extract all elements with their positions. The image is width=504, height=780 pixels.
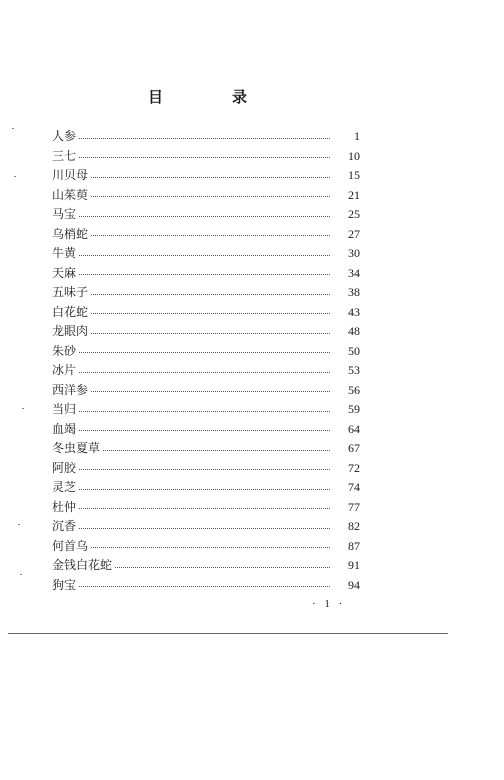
page-title: [148, 86, 248, 107]
toc-entry: [52, 439, 360, 459]
toc-entry-title: 龙眼肉: [52, 324, 89, 338]
toc-entry-title: 牛黄: [52, 246, 77, 260]
toc-entry-page: 67: [348, 441, 360, 455]
toc-leader-dots: [79, 371, 330, 373]
toc-entry-title: 山茱萸: [52, 187, 89, 202]
toc-entry: [52, 400, 360, 420]
toc-entry-page: 25: [348, 207, 360, 221]
toc-entry: [52, 556, 360, 576]
toc-leader-dots: [79, 273, 330, 275]
scan-speck: [14, 176, 16, 177]
scan-speck: [12, 128, 14, 129]
toc-entry-title: 血竭: [52, 421, 77, 436]
toc-leader-dots: [79, 468, 330, 470]
title-char-right: 录: [231, 88, 248, 106]
toc-entry: [52, 303, 360, 323]
toc-entry: [52, 127, 360, 147]
toc-entry-page: 82: [348, 519, 360, 533]
toc-leader-dots: [79, 137, 330, 139]
toc-leader-dots: [91, 312, 330, 314]
toc-entry-page: 43: [348, 304, 360, 319]
toc-leader-dots: [91, 234, 330, 236]
toc-leader-dots: [103, 449, 330, 451]
toc-entry: [52, 361, 360, 381]
toc-leader-dots: [79, 488, 330, 490]
toc-entry-page: 77: [348, 499, 360, 514]
toc-entry-page: 34: [348, 265, 360, 280]
toc-entry: [52, 283, 360, 303]
toc-leader-dots: [91, 195, 330, 197]
toc-entry-page: 27: [348, 226, 360, 241]
toc-entry-page: 56: [348, 382, 360, 397]
toc-leader-dots: [79, 215, 330, 217]
toc-entry: [52, 342, 360, 362]
toc-entry-title: 五味子: [52, 285, 89, 299]
toc-entry-page: 1: [354, 129, 360, 143]
toc-leader-dots: [79, 429, 330, 431]
toc-leader-dots: [91, 293, 330, 295]
toc-entry: [52, 186, 360, 206]
toc-entry-page: 53: [348, 363, 360, 377]
toc-entry-title: 天麻: [52, 265, 77, 280]
toc-entry-title: 西洋参: [52, 382, 89, 397]
toc-leader-dots: [91, 546, 330, 548]
toc-entry-page: 50: [348, 343, 360, 358]
table-of-contents: [52, 127, 360, 595]
toc-leader-dots: [79, 156, 330, 158]
toc-entry-title: 沉香: [52, 519, 77, 533]
toc-entry-title: 冰片: [52, 363, 77, 377]
toc-entry: [52, 322, 360, 342]
toc-leader-dots: [79, 254, 330, 256]
toc-entry-page: 10: [348, 148, 360, 163]
toc-entry: [52, 537, 360, 557]
toc-leader-dots: [79, 585, 330, 587]
toc-entry-title: 朱砂: [52, 343, 77, 358]
toc-leader-dots: [79, 507, 330, 509]
toc-entry-page: 74: [348, 480, 360, 494]
toc-leader-dots: [91, 176, 330, 178]
toc-entry-title: 马宝: [52, 207, 77, 221]
toc-entry-page: 59: [348, 402, 360, 416]
toc-entry-page: 91: [348, 558, 360, 572]
toc-entry-page: 72: [348, 460, 360, 475]
scan-speck: [18, 524, 20, 525]
toc-entry-page: 94: [348, 577, 360, 592]
toc-entry: [52, 147, 360, 167]
toc-entry: [52, 420, 360, 440]
toc-leader-dots: [79, 351, 330, 353]
toc-leader-dots: [91, 390, 330, 392]
toc-entry-title: 杜仲: [52, 499, 77, 514]
scan-speck: [22, 408, 24, 409]
toc-entry-title: 川贝母: [52, 168, 89, 182]
toc-entry: [52, 166, 360, 186]
toc-entry-title: 三七: [52, 148, 77, 163]
toc-entry-title: 人参: [52, 129, 77, 143]
toc-entry: [52, 225, 360, 245]
toc-entry-page: 30: [348, 246, 360, 260]
toc-entry-title: 金钱白花蛇: [52, 558, 113, 572]
toc-entry: [52, 264, 360, 284]
toc-entry: [52, 498, 360, 518]
toc-entry: [52, 478, 360, 498]
toc-entry-title: 灵芝: [52, 480, 77, 494]
toc-entry-title: 当归: [52, 402, 77, 416]
toc-entry: [52, 381, 360, 401]
toc-entry-page: 15: [348, 168, 360, 182]
toc-entry-page: 21: [348, 187, 360, 202]
toc-entry: [52, 459, 360, 479]
toc-entry: [52, 517, 360, 537]
toc-entry: [52, 576, 360, 596]
bottom-rule: [8, 633, 448, 634]
toc-entry-title: 何首乌: [52, 538, 89, 553]
page-number: · 1 ·: [312, 598, 346, 610]
toc-leader-dots: [91, 332, 330, 334]
toc-entry-title: 白花蛇: [52, 304, 89, 319]
toc-entry-page: 38: [348, 285, 360, 299]
toc-leader-dots: [115, 566, 330, 568]
toc-entry-page: 87: [348, 538, 360, 553]
toc-entry-title: 乌梢蛇: [52, 226, 89, 241]
toc-entry: [52, 205, 360, 225]
toc-entry-title: 冬虫夏草: [52, 441, 101, 455]
toc-entry-title: 阿胶: [52, 460, 77, 475]
toc-entry-page: 48: [348, 324, 360, 338]
toc-leader-dots: [79, 527, 330, 529]
title-char-left: 目: [148, 88, 165, 106]
scan-speck: [20, 574, 22, 575]
toc-entry-title: 狗宝: [52, 577, 77, 592]
toc-entry-page: 64: [348, 421, 360, 436]
toc-leader-dots: [79, 410, 330, 412]
toc-entry: [52, 244, 360, 264]
